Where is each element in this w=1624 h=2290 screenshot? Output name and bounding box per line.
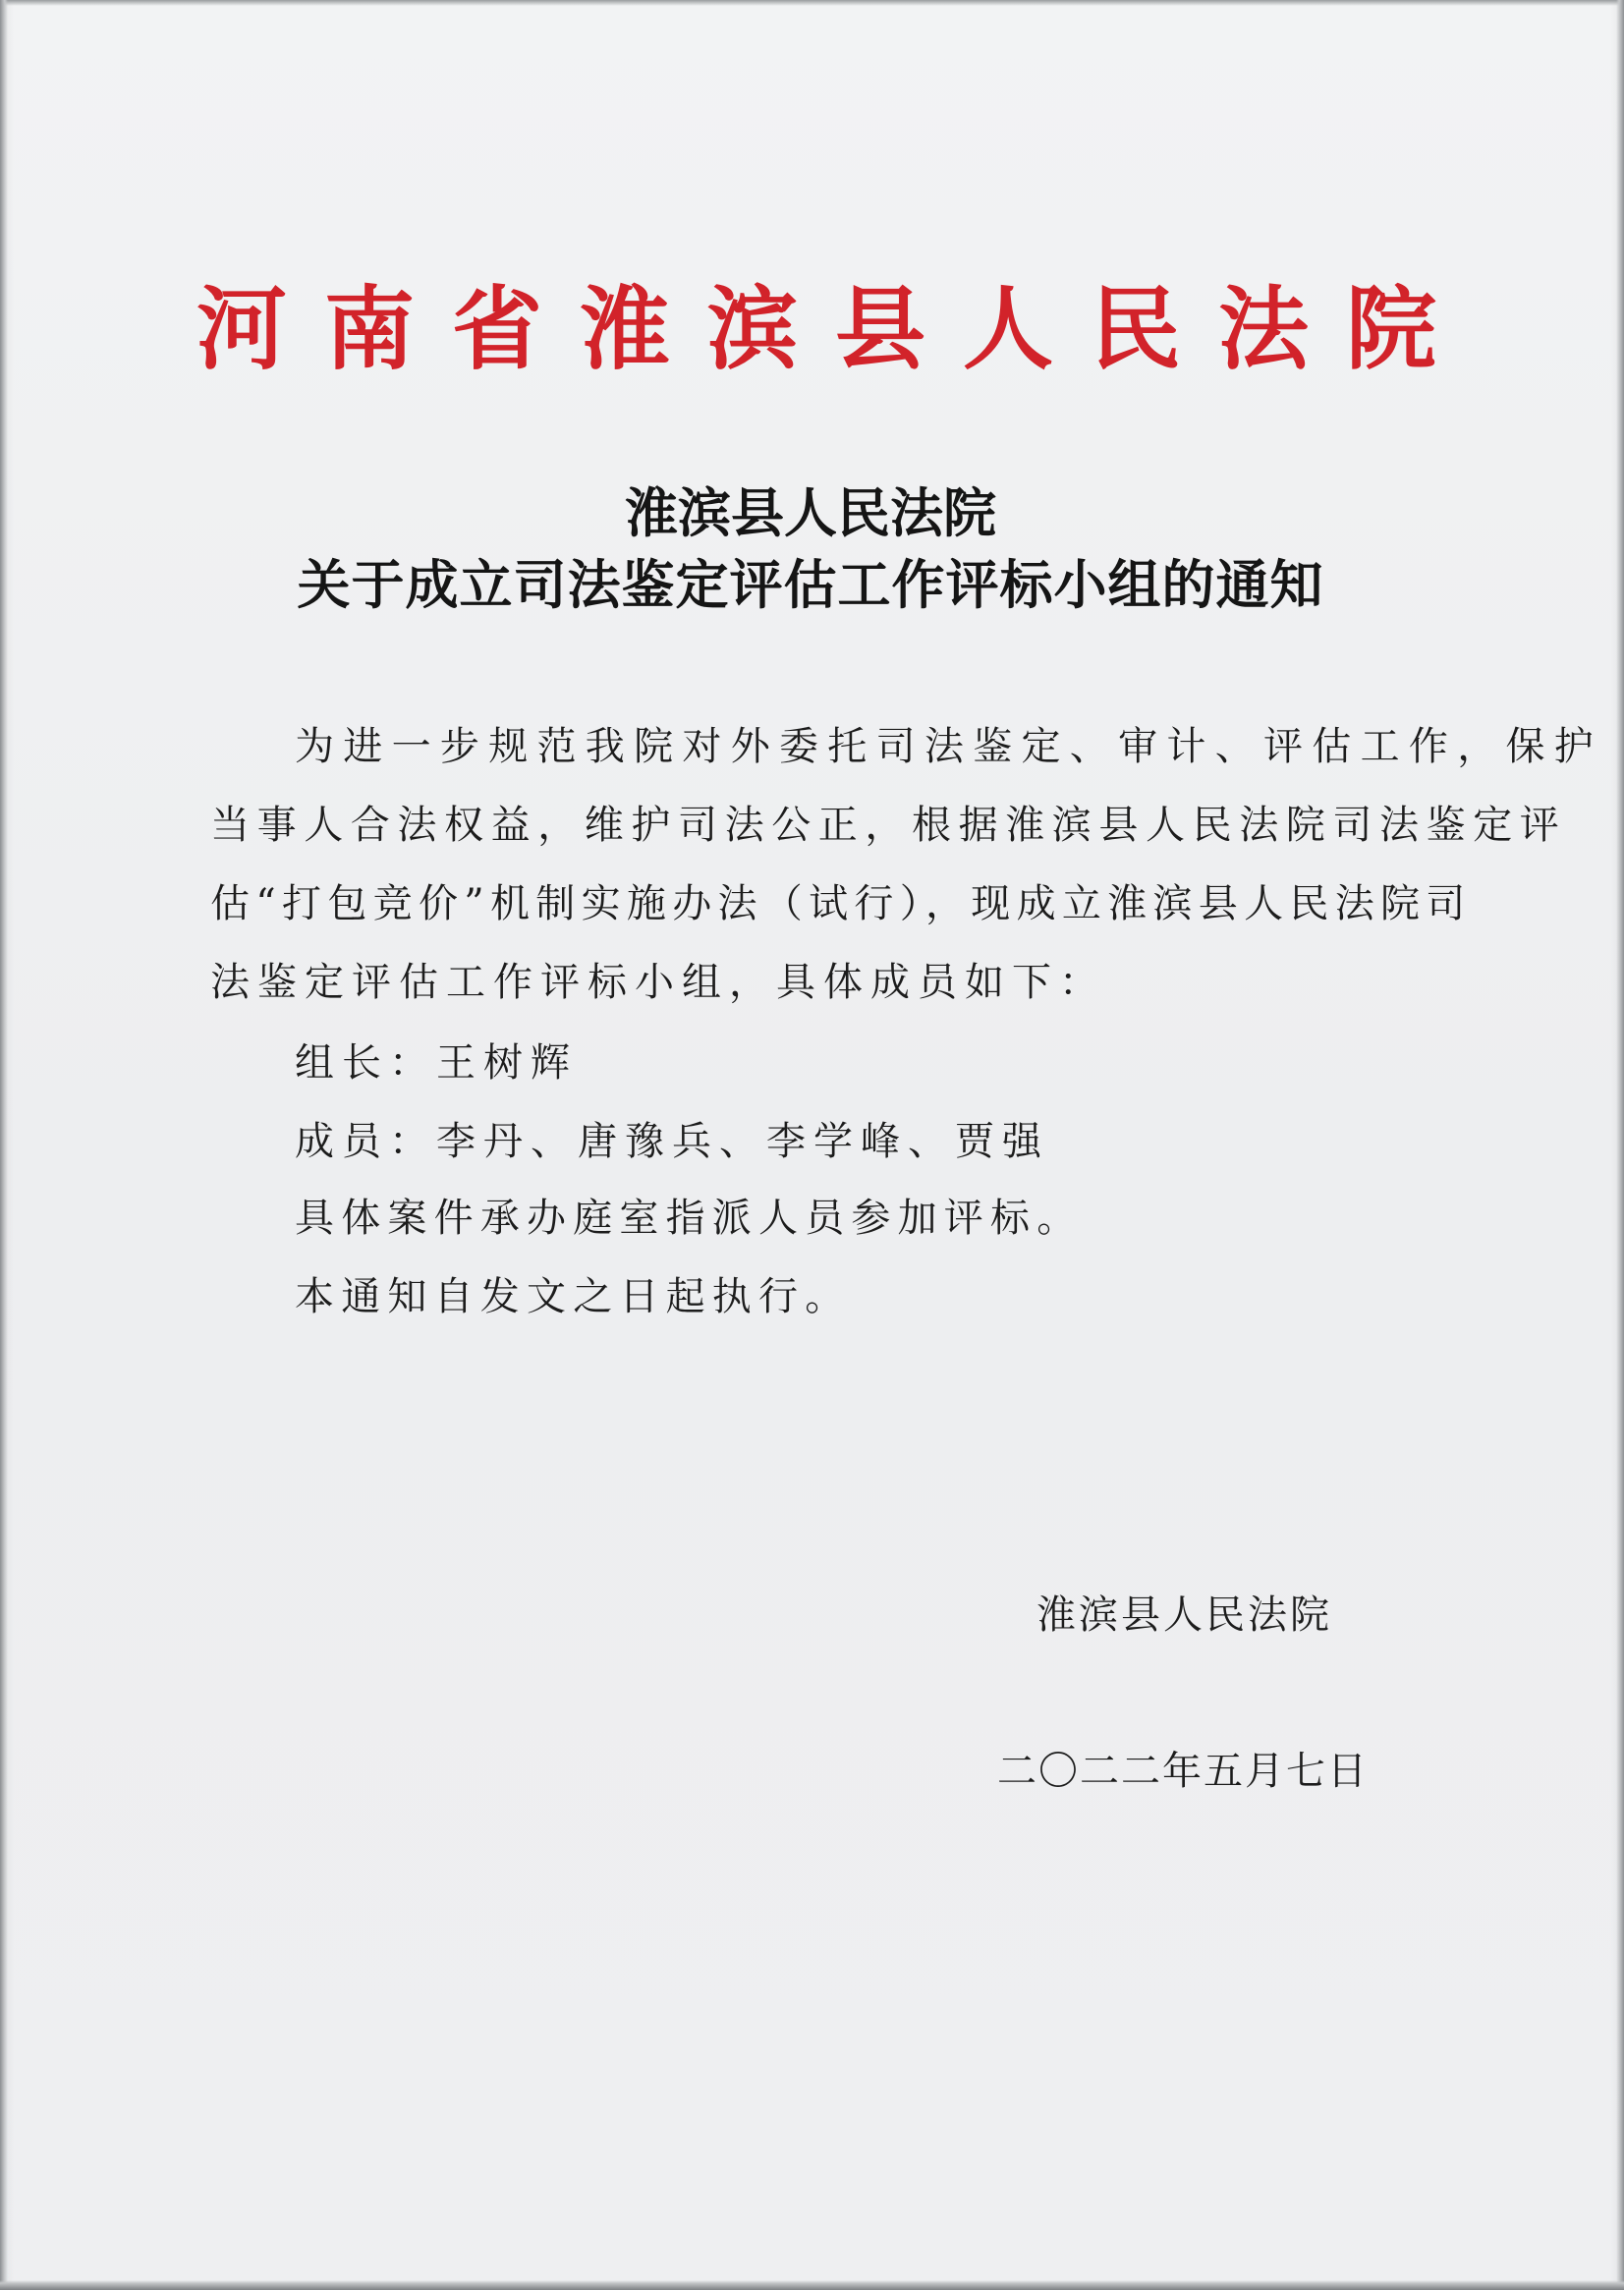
body-paragraph-1-line-2: 当事人合法权益，维护司法公正，根据淮滨县人民法院司法鉴定评 — [210, 803, 1567, 848]
red-masthead: 河南省淮滨县人民法院 — [196, 276, 1475, 382]
body-paragraph-assignment: 具体案件承办庭室指派人员参加评标。 — [295, 1196, 1084, 1241]
body-paragraph-effective: 本通知自发文之日起执行。 — [295, 1274, 852, 1319]
signature-organization: 淮滨县人民法院 — [1036, 1592, 1332, 1638]
body-paragraph-1-line-4: 法鉴定评估工作评标小组，具体成员如下： — [210, 960, 1106, 1005]
body-paragraph-1-line-3: 估“打包竞价”机制实施办法（试行），现成立淮滨县人民法院司 — [210, 881, 1472, 926]
scan-edge-top — [0, 0, 1624, 6]
group-members-line: 成员：李丹、唐豫兵、李学峰、贾强 — [295, 1119, 1049, 1164]
body-paragraph-1-line-1: 为进一步规范我院对外委托司法鉴定、审计、评估工作，保护 — [295, 724, 1603, 769]
document-title-line-1: 淮滨县人民法院 — [625, 481, 996, 544]
group-leader-line: 组长：王树辉 — [295, 1040, 578, 1086]
scan-edge-bottom — [0, 2280, 1624, 2290]
scan-edge-right — [1616, 0, 1624, 2290]
signature-date: 二〇二二年五月七日 — [997, 1749, 1369, 1794]
scan-edge-left — [0, 0, 8, 2290]
document-title-line-2: 关于成立司法鉴定评估工作评标小组的通知 — [297, 553, 1324, 616]
